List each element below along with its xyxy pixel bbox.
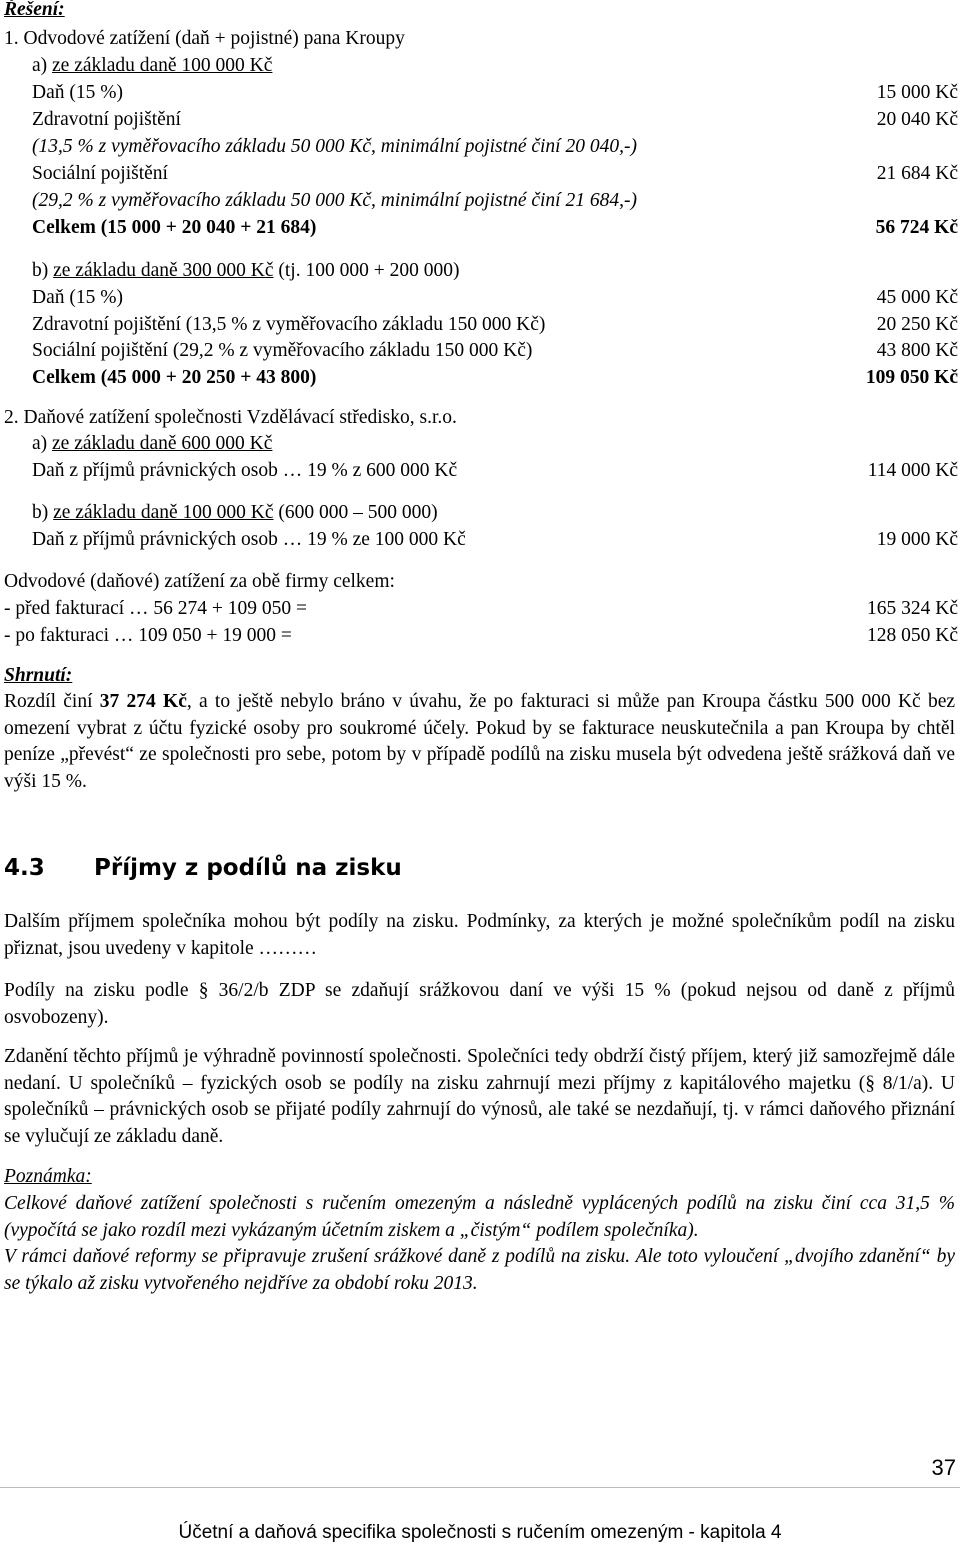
part-b-base: ze základu daně 300 000 Kč	[53, 260, 274, 281]
summary-text-start: Rozdíl činí	[4, 691, 100, 712]
section-heading	[4, 853, 402, 883]
note-paragraph-2: V rámci daňové reformy se připravuje zrušení srážkové daně z podílů na zisku. Ale toto vyloučení „dvojího zdanění“ by se týkalo až zisku vytvořeného nejdříve za období roku 2013.	[4, 1246, 955, 1294]
totals-row-label: - po fakturaci … 109 050 + 19 000 =	[4, 625, 292, 646]
s2a-row-value: 114 000 Kč	[867, 460, 958, 481]
a-total-value: 56 724 Kč	[875, 217, 958, 238]
footer-divider	[0, 1487, 960, 1488]
section-2-title: 2. Daňové zatížení společnosti Vzdělávací středisko, s.r.o.	[4, 407, 457, 428]
summary-paragraph	[4, 689, 955, 795]
part-2b-label: b)	[32, 502, 54, 523]
part-a-base: ze základu daně 100 000 Kč	[52, 55, 273, 76]
solution-heading: Řešení:	[4, 0, 65, 20]
a-total-label: Celkem (15 000 + 20 040 + 21 684)	[32, 217, 317, 238]
part-2b-rest: (600 000 – 500 000)	[273, 502, 438, 523]
part-b-heading	[32, 259, 459, 283]
a-row-value: 21 684 Kč	[876, 163, 958, 184]
s2a-row-label: Daň z příjmů právnických osob … 19 % z 600 000 Kč	[32, 460, 458, 481]
a-row-note: (13,5 % z vyměřovacího základu 50 000 Kč, minimální pojistné činí 20 040,-)	[32, 136, 637, 157]
a-row-value: 20 040 Kč	[876, 109, 958, 130]
totals-title: Odvodové (daňové) zatížení za obě firmy celkem:	[4, 571, 395, 592]
part-2a-base: ze základu daně 600 000 Kč	[52, 433, 273, 454]
b-total-value: 109 050 Kč	[865, 367, 958, 388]
part-2a-heading	[32, 432, 272, 456]
section-number: 4.3	[4, 855, 45, 881]
section-paragraph-1: Dalším příjmem společníka mohou být podíly na zisku. Podmínky, za kterých je možné společníkům podíl na zisku přiznat, jsou uvedeny v kapitole ………	[4, 911, 955, 959]
b-total-label: Celkem (45 000 + 20 250 + 43 800)	[32, 367, 317, 388]
section-paragraph-3: Zdanění těchto příjmů je výhradně povinností společnosti. Společníci tedy obdrží čistý příjem, který již samozřejmě dále nedaní. U společníků – fyzických osob se podíly na zisku zahrnují mezi příjmy z kapitálového majetku (§ 8/1/a). U společníků – právnických osob se přijaté podíly zahrnují do výnosů, ale také se nezdaňují, tj. v rámci daňového přiznání se vylučují ze základu daně.	[4, 1046, 955, 1147]
part-b-base-rest: (tj. 100 000 + 200 000)	[273, 260, 460, 281]
part-2b-heading	[32, 501, 438, 525]
a-row-value: 15 000 Kč	[876, 82, 958, 103]
section-paragraph-2: Podíly na zisku podle § 36/2/b ZDP se zdaňují srážkovou daní ve výši 15 % (pokud nejsou od daně z příjmů osvobozeny).	[4, 980, 955, 1028]
a-row-label: Sociální pojištění	[32, 163, 168, 184]
page-number: 37	[931, 1455, 956, 1480]
totals-row-value: 128 050 Kč	[867, 625, 958, 646]
section-title: Příjmy z podílů na zisku	[94, 855, 402, 881]
part-a-heading	[32, 54, 272, 78]
summary-text-rest: , a to ještě nebylo bráno v úvahu, že po fakturaci si může pan Kroupa částku 500 000 Kč bez omezení vybrat z účtu fyzické osoby pro soukromé účely. Pokud by se fakturace neuskutečnila a pan Kroupa by chtěl peníze „převést“ ze společnosti pro sebe, potom by v případě podílů na zisku musela být odvedena ještě srážková daň ve výši 15 %.	[4, 691, 956, 792]
part-2a-label: a)	[32, 433, 53, 454]
summary-heading: Shrnutí:	[4, 665, 73, 686]
summary-difference: 37 274 Kč	[99, 691, 187, 712]
page-footer: Účetní a daňová specifika společnosti s ručením omezeným - kapitola 4	[178, 1522, 782, 1543]
b-row-value: 43 800 Kč	[876, 340, 958, 361]
part-2b-base: ze základu daně 100 000 Kč	[53, 502, 274, 523]
part-b-label: b)	[32, 260, 54, 281]
s2b-row-label: Daň z příjmů právnických osob … 19 % ze 100 000 Kč	[32, 529, 466, 550]
note-heading: Poznámka:	[4, 1166, 92, 1187]
a-row-label: Zdravotní pojištění	[32, 109, 181, 130]
part-a-label: a)	[32, 55, 53, 76]
totals-row-label: - před fakturací … 56 274 + 109 050 =	[4, 598, 308, 619]
section-1-title: 1. Odvodové zatížení (daň + pojistné) pana Kroupy	[4, 28, 405, 49]
a-row-note: (29,2 % z vyměřovacího základu 50 000 Kč, minimální pojistné činí 21 684,-)	[32, 190, 637, 211]
s2b-row-value: 19 000 Kč	[876, 529, 958, 550]
b-row-label: Daň (15 %)	[32, 287, 123, 308]
totals-row-value: 165 324 Kč	[867, 598, 958, 619]
b-row-label: Sociální pojištění (29,2 % z vyměřovacího základu 150 000 Kč)	[32, 340, 533, 361]
b-row-label: Zdravotní pojištění (13,5 % z vyměřovacího základu 150 000 Kč)	[32, 314, 546, 335]
a-row-label: Daň (15 %)	[32, 82, 123, 103]
note-paragraph-1: Celkové daňové zatížení společnosti s ručením omezeným a následně vyplácených podílů na zisku činí cca 31,5 % (vypočítá se jako rozdíl mezi vykázaným účetním ziskem a „čistým“ podílem společníka).	[4, 1193, 955, 1241]
b-row-value: 20 250 Kč	[876, 314, 958, 335]
b-row-value: 45 000 Kč	[876, 287, 958, 308]
